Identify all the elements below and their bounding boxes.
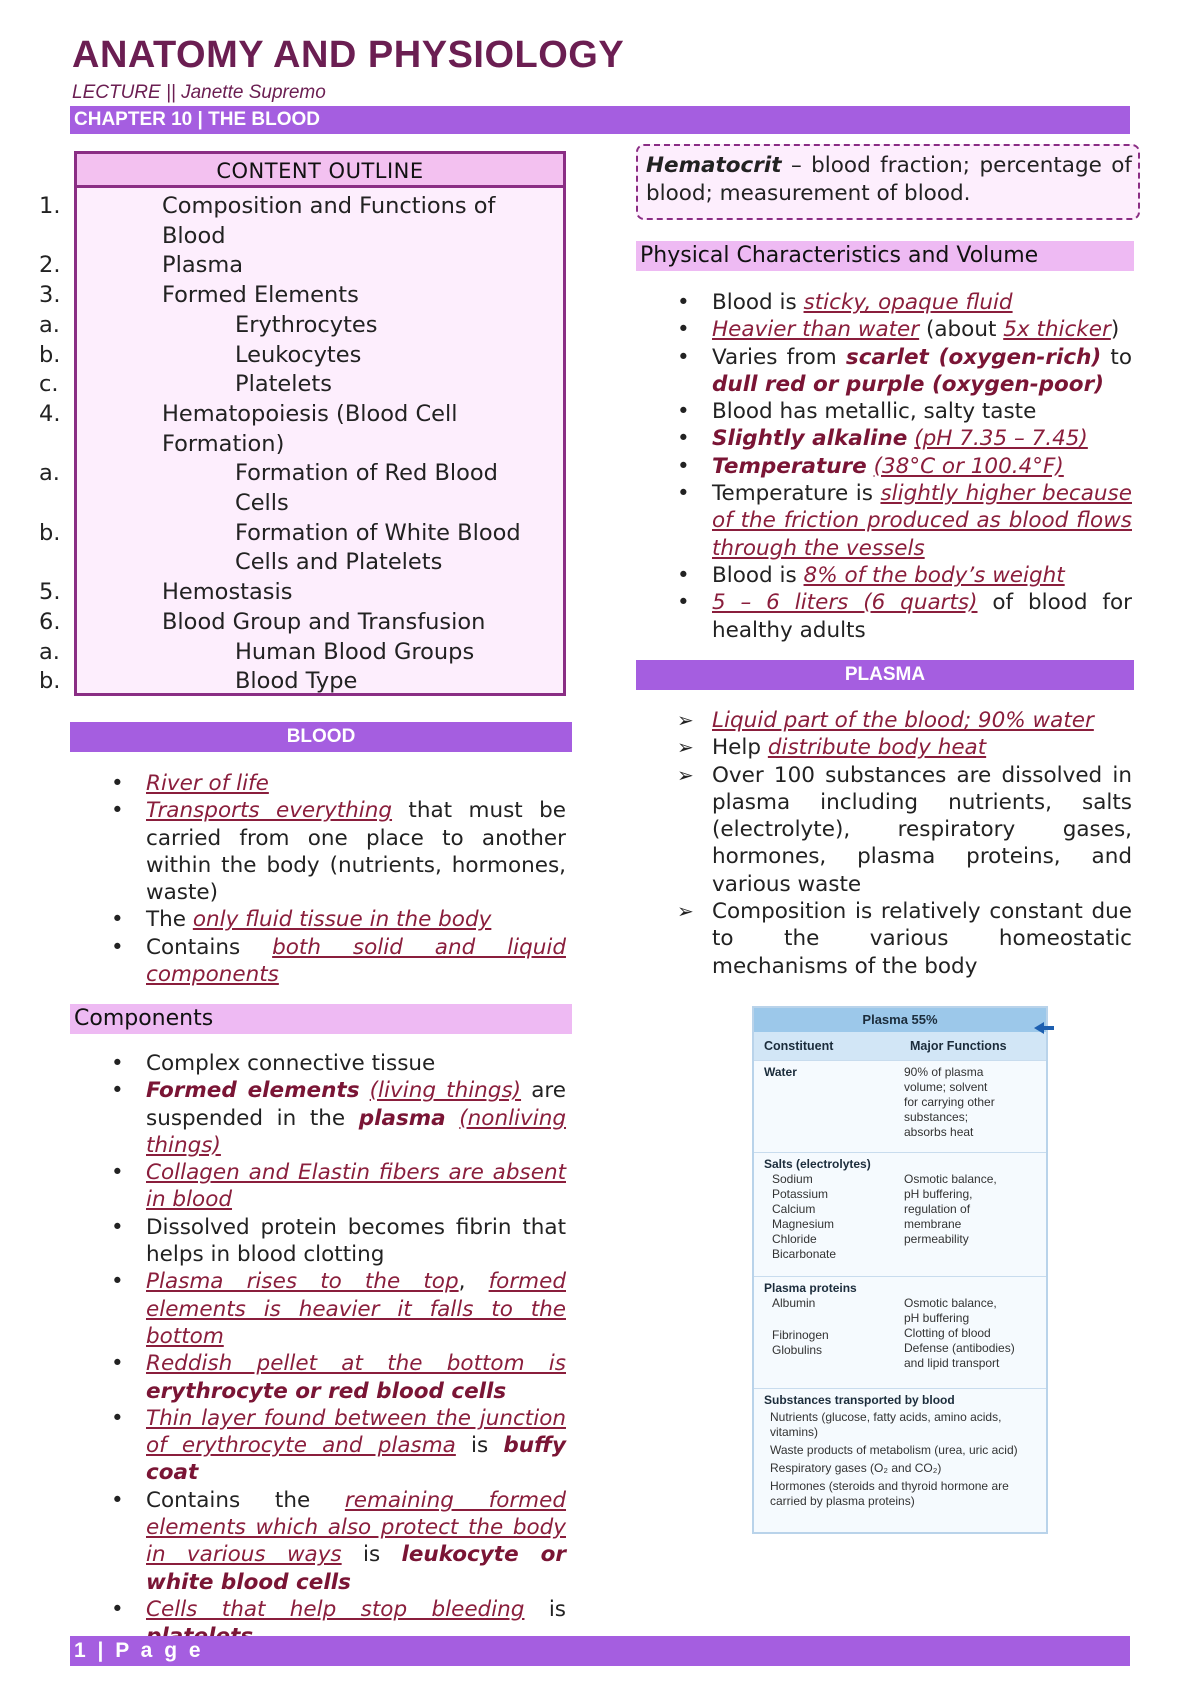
table-row: Substances transported by blood Nutrients (glucose, fatty acids, amino acids, vitamins) Waste products of metabolism (urea, uric acid) Respiratory gases (O₂ and CO₂) Hormones (steroids and thyroid hormone are carried by plasma proteins) bbox=[754, 1388, 1046, 1513]
list-item: • Contains the remaining formed elements which also protect the body in various ways is leukocyte or white blood cells bbox=[146, 1487, 566, 1596]
outline-subitem: a. Formation of Red Blood bbox=[39, 460, 498, 487]
outline-item: 3. Formed Elements bbox=[39, 282, 359, 309]
outline-heading: CONTENT OUTLINE bbox=[77, 154, 563, 188]
hematocrit-definition: – blood fraction; percentage of blood; measurement of blood. bbox=[646, 153, 1132, 206]
plasma-heading: PLASMA bbox=[636, 660, 1134, 690]
hematocrit-term: Hematocrit bbox=[646, 153, 782, 178]
list-item: • Reddish pellet at the bottom is erythrocyte or red blood cells bbox=[146, 1350, 566, 1405]
list-item: • Transports everything that must be carried from one place to another within the body (nutrients, hormones, waste) bbox=[146, 797, 566, 906]
list-item: • River of life bbox=[146, 770, 566, 797]
outline-item: Formation) bbox=[162, 430, 285, 457]
list-item: ➢ Help distribute body heat bbox=[712, 734, 1132, 761]
outline-item: 4. Hematopoiesis (Blood Cell bbox=[39, 400, 458, 427]
plasma-list bbox=[712, 707, 1132, 980]
page-footer: 1 | P a g e bbox=[70, 1636, 1130, 1666]
hematocrit-callout bbox=[636, 144, 1140, 220]
outline-list bbox=[39, 188, 563, 697]
list-item: • Contains both solid and liquid components bbox=[146, 934, 566, 989]
list-item: • Cells that help stop bleeding is bbox=[146, 1596, 566, 1651]
list-item: • Blood is sticky, opaque fluid bbox=[712, 289, 1132, 316]
outline-subitem: b. Blood Type bbox=[39, 668, 358, 695]
plasma-table-header bbox=[754, 1032, 1046, 1060]
outline-subitem: a. Erythrocytes bbox=[39, 311, 378, 338]
list-item: ➢ Composition is relatively constant due to the various homeostatic mechanisms of the body bbox=[712, 898, 1132, 980]
page-title: ANATOMY AND PHYSIOLOGY bbox=[72, 34, 625, 76]
components-heading: Components bbox=[70, 1004, 572, 1034]
physical-list bbox=[712, 289, 1132, 644]
table-row: Plasma proteins Albumin Fibrinogen Globulins Osmotic balance, pH buffering Clotting of blood Defense (antibodies) and lipid transport bbox=[754, 1276, 1046, 1388]
chapter-bar: CHAPTER 10 | THE BLOOD bbox=[70, 106, 1130, 134]
outline-item: 1. Composition and Functions of bbox=[39, 193, 496, 219]
outline-item: 5. Hemostasis bbox=[39, 579, 293, 606]
outline-subitem: Cells bbox=[235, 490, 289, 517]
list-item: • Collagen and Elastin fibers are absent in blood bbox=[146, 1159, 566, 1214]
list-item: • Blood is 8% of the body’s weight bbox=[712, 562, 1132, 589]
list-item: • Varies from scarlet (oxygen-rich) to dull red or purple (oxygen-poor) bbox=[712, 344, 1132, 399]
outline-item: Blood bbox=[162, 222, 226, 249]
outline-item: 2. Plasma bbox=[39, 252, 244, 279]
list-item: • Formed elements (living things) are suspended in the plasma (nonliving things) bbox=[146, 1077, 566, 1159]
content-outline bbox=[39, 151, 566, 696]
list-item: ➢ Over 100 substances are dissolved in plasma including nutrients, salts (electrolyte), respiratory gases, hormones, plasma proteins, and various waste bbox=[712, 762, 1132, 898]
list-item: • Heavier than water (about 5x thicker) bbox=[712, 316, 1132, 343]
blood-list bbox=[146, 770, 566, 988]
blood-heading: BLOOD bbox=[70, 722, 572, 752]
lecture-subtitle: LECTURE || Janette Supremo bbox=[72, 82, 326, 103]
plasma-table-title: Plasma 55% bbox=[754, 1008, 1046, 1032]
plasma-table-figure bbox=[752, 1006, 1048, 1534]
outline-subitem: c. Platelets bbox=[39, 371, 332, 398]
outline-subitem: a. Human Blood Groups bbox=[39, 638, 475, 665]
outline-item: 6. Blood Group and Transfusion bbox=[39, 608, 486, 635]
pointer-arrow-icon bbox=[1034, 1020, 1054, 1036]
list-item: • 5 – 6 liters (6 quarts) of blood for healthy adults bbox=[712, 589, 1132, 644]
col-constituent: Constituent bbox=[764, 1039, 834, 1053]
outline-subitem: Cells and Platelets bbox=[235, 549, 443, 576]
list-item: ➢ Liquid part of the blood; 90% water bbox=[712, 707, 1132, 734]
list-item: • Complex connective tissue bbox=[146, 1050, 566, 1077]
table-row: Salts (electrolytes) Sodium Potassium Calcium Magnesium Chloride Bicarbonate Osmotic balance, pH buffering, regulation of membrane permeability bbox=[754, 1152, 1046, 1276]
outline-subitem: b. Leukocytes bbox=[39, 341, 362, 368]
list-item: • Thin layer found between the junction of erythrocyte and plasma is buffy coat bbox=[146, 1405, 566, 1487]
list-item: • The only fluid tissue in the body bbox=[146, 906, 566, 933]
list-item: • Slightly alkaline (pH 7.35 – 7.45) bbox=[712, 425, 1132, 452]
col-functions: Major Functions bbox=[910, 1039, 1007, 1053]
list-item: • Dissolved protein becomes fibrin that helps in blood clotting bbox=[146, 1214, 566, 1269]
list-item: • Plasma rises to the top, formed elements is heavier it falls to the bottom bbox=[146, 1268, 566, 1350]
list-item: • Temperature (38°C or 100.4°F) bbox=[712, 453, 1132, 480]
components-list bbox=[146, 1050, 566, 1651]
physical-heading: Physical Characteristics and Volume bbox=[636, 241, 1134, 271]
outline-subitem: b. Formation of White Blood bbox=[39, 519, 521, 546]
table-row: Water 90% of plasma volume; solvent for carrying other substances; absorbs heat bbox=[754, 1060, 1046, 1152]
list-item: • Blood has metallic, salty taste bbox=[712, 398, 1132, 425]
list-item: • Temperature is slightly higher because of the friction produced as blood flows through the vessels bbox=[712, 480, 1132, 562]
